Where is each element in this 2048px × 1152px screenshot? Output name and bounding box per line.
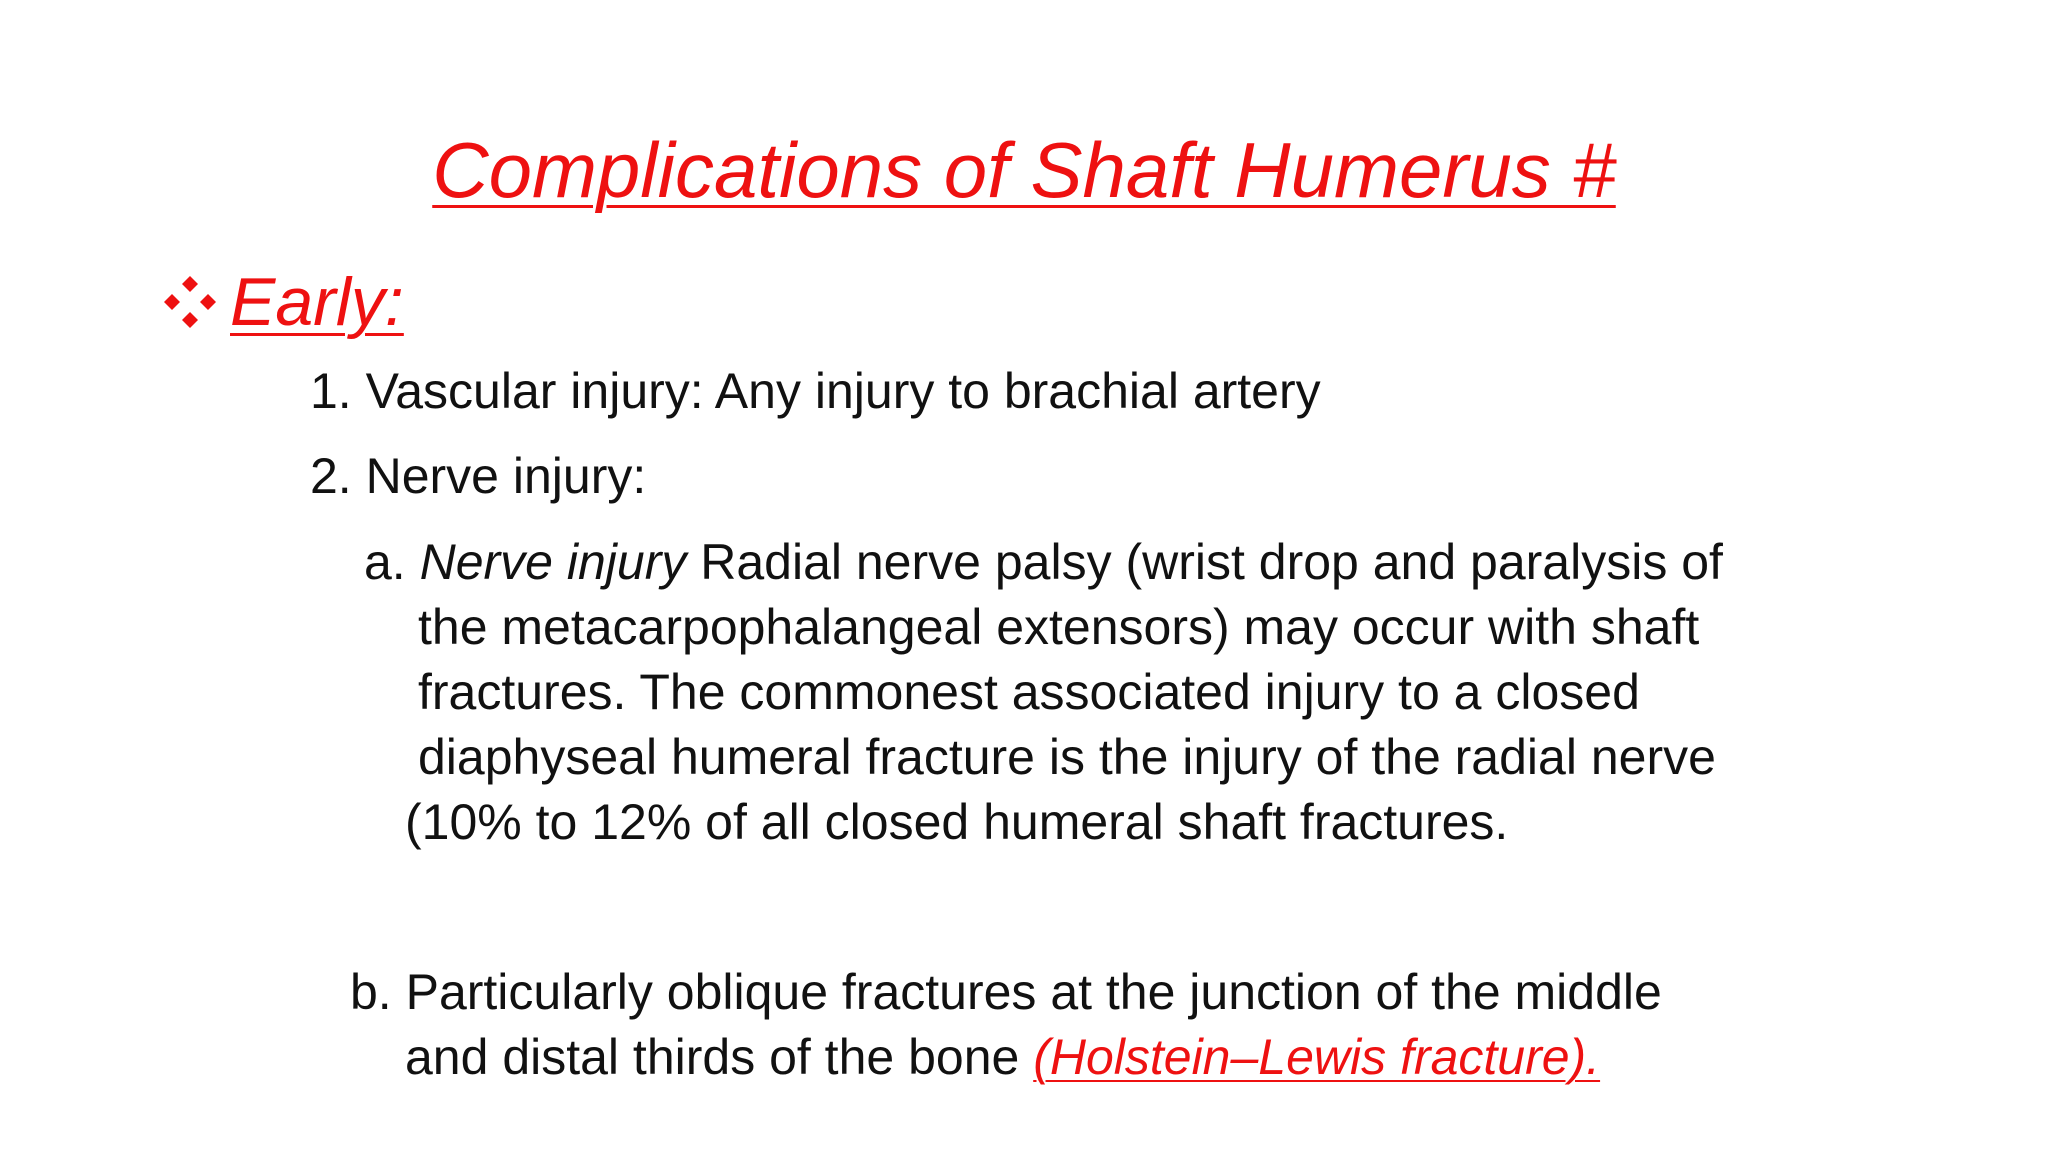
sub-item-a-line-5: (10% to 12% of all closed humeral shaft fractures. (405, 794, 1509, 850)
sub-item-a-line-2: the metacarpophalangeal extensors) may occur with shaft (418, 599, 1700, 655)
sub-item-b-line-2 (405, 1025, 1600, 1089)
sub-item-a-line-4: diaphyseal humeral fracture is the injury of the radial nerve (418, 729, 1716, 785)
list-item-nerve-injury: 2. Nerve injury: (310, 448, 647, 504)
sub-item-a-emphasis: Nerve injury (419, 534, 687, 590)
sub-item-b-line-1: b. Particularly oblique fractures at the junction of the middle (350, 964, 1662, 1020)
sub-item-b-line-2-prefix: and distal thirds of the bone (405, 1029, 1034, 1085)
sub-item-a-line-1 (364, 530, 1723, 594)
early-section-label: Early: (230, 264, 404, 340)
diamond-bullet-icon (158, 270, 222, 334)
sub-item-a-line-3: fractures. The commonest associated injury to a closed (418, 664, 1640, 720)
holstein-lewis-highlight: (Holstein–Lewis fracture). (1033, 1029, 1601, 1085)
slide-title: Complications of Shaft Humerus # (432, 126, 1616, 214)
sub-item-a-prefix: a. (364, 534, 420, 590)
sub-item-a-first-line-rest: Radial nerve palsy (wrist drop and paralysis of (686, 534, 1723, 590)
early-section-heading (158, 262, 404, 342)
list-item-vascular-injury: 1. Vascular injury: Any injury to brachial artery (310, 363, 1321, 419)
